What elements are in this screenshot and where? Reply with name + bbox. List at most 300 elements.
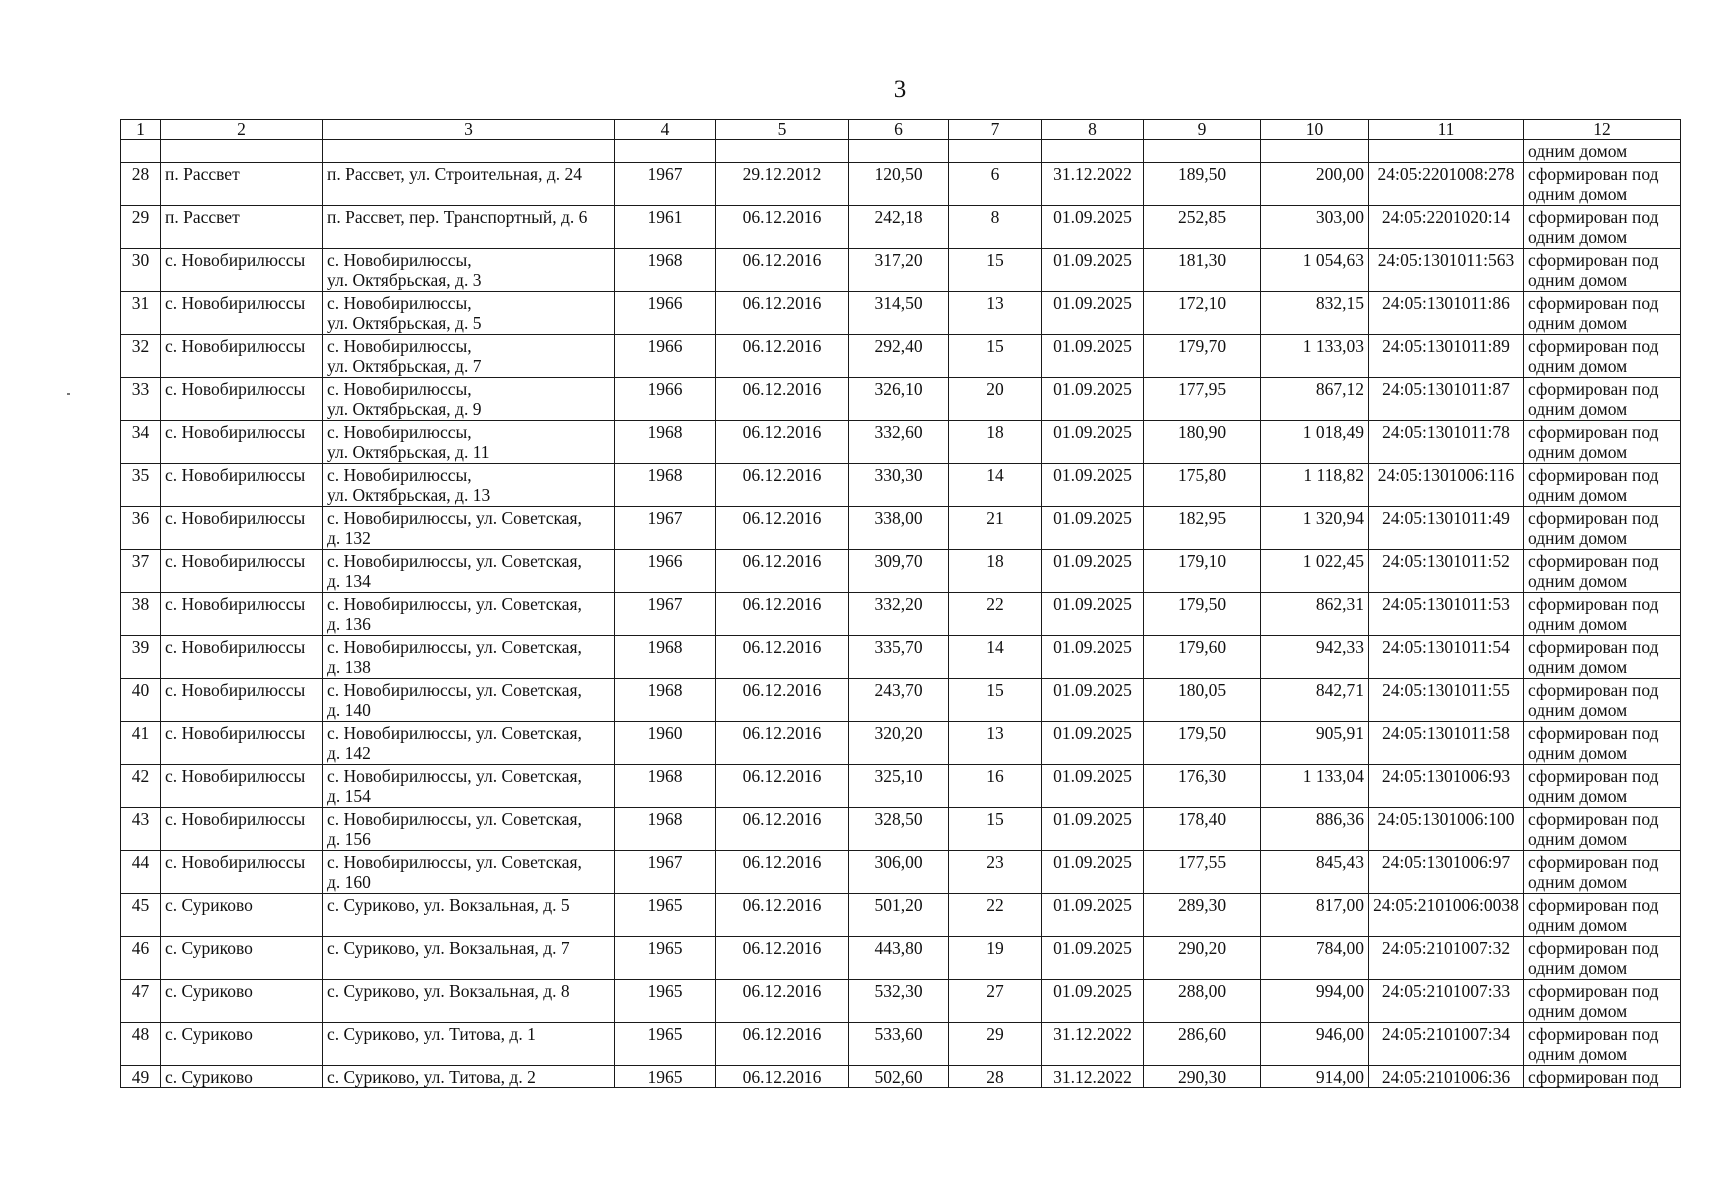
area-cell: 326,10	[849, 377, 949, 420]
address-line: ул. Октябрьская, д. 7	[327, 356, 482, 376]
deadline-cell: 01.09.2025	[1042, 592, 1144, 635]
status-cell	[1524, 463, 1681, 506]
status-line: одним домом	[1528, 485, 1628, 505]
address-line: с. Суриково, ул. Вокзальная, д. 8	[327, 980, 570, 1001]
cadastral-number-cell: 24:05:1301011:78	[1369, 420, 1524, 463]
table-row	[121, 248, 1681, 291]
address-cell	[323, 893, 615, 936]
column-10-cell: 1 133,03	[1261, 334, 1369, 377]
column-number: 4	[615, 120, 716, 140]
status-line: одним домом	[1528, 227, 1628, 247]
year-cell: 1968	[615, 764, 716, 807]
row-number: 33	[121, 377, 161, 420]
status-cell	[1524, 1022, 1681, 1065]
address-cell	[323, 248, 615, 291]
count-cell: 23	[949, 850, 1042, 893]
column-10-cell: 200,00	[1261, 162, 1369, 205]
deadline-cell: 01.09.2025	[1042, 850, 1144, 893]
settlement-cell: с. Новобирилюссы	[161, 377, 323, 420]
status-line: сформирован под	[1528, 851, 1659, 872]
status-line: сформирован под	[1528, 593, 1659, 614]
status-line: одним домом	[1528, 356, 1628, 376]
cadastral-number-cell: 24:05:1301011:563	[1369, 248, 1524, 291]
column-10-cell: 303,00	[1261, 205, 1369, 248]
cadastral-number-cell: 24:05:1301011:55	[1369, 678, 1524, 721]
cadastral-number-cell: 24:05:2101007:32	[1369, 936, 1524, 979]
address-cell	[323, 850, 615, 893]
column-10-cell: 1 320,94	[1261, 506, 1369, 549]
year-cell: 1966	[615, 291, 716, 334]
year-cell: 1961	[615, 205, 716, 248]
table-row	[121, 721, 1681, 764]
column-9-cell: 172,10	[1144, 291, 1261, 334]
status-line: сформирован под	[1528, 808, 1659, 829]
column-number-row	[121, 120, 1681, 140]
status-line: одним домом	[1528, 442, 1628, 462]
count-cell: 15	[949, 334, 1042, 377]
cadastral-number-cell: 24:05:1301011:89	[1369, 334, 1524, 377]
status-line: сформирован под	[1528, 937, 1659, 958]
count-cell: 18	[949, 420, 1042, 463]
column-10-cell: 1 018,49	[1261, 420, 1369, 463]
deadline-cell: 01.09.2025	[1042, 549, 1144, 592]
column-10-cell: 905,91	[1261, 721, 1369, 764]
year-cell: 1968	[615, 807, 716, 850]
register-table	[120, 119, 1681, 1088]
year-cell: 1965	[615, 1022, 716, 1065]
column-10-cell: 994,00	[1261, 979, 1369, 1022]
date-cell: 06.12.2016	[716, 334, 849, 377]
column-9-cell: 179,70	[1144, 334, 1261, 377]
status-cell	[1524, 678, 1681, 721]
area-cell: 243,70	[849, 678, 949, 721]
table-body	[121, 120, 1681, 1088]
deadline-cell: 01.09.2025	[1042, 979, 1144, 1022]
address-line: с. Новобирилюссы,	[327, 378, 472, 399]
column-9-cell: 288,00	[1144, 979, 1261, 1022]
cadastral-number-cell: 24:05:1301011:52	[1369, 549, 1524, 592]
status-cell	[1524, 334, 1681, 377]
table-row	[121, 506, 1681, 549]
status-line: сформирован под	[1528, 765, 1659, 786]
cadastral-number-cell: 24:05:1301011:58	[1369, 721, 1524, 764]
cadastral-number-cell: 24:05:1301006:100	[1369, 807, 1524, 850]
date-cell: 06.12.2016	[716, 893, 849, 936]
column-9-cell: 286,60	[1144, 1022, 1261, 1065]
column-9-cell: 180,90	[1144, 420, 1261, 463]
status-line: сформирован под	[1528, 292, 1659, 313]
cadastral-number-cell: 24:05:1301011:87	[1369, 377, 1524, 420]
table-row	[121, 592, 1681, 635]
address-line: с. Новобирилюссы,	[327, 292, 472, 313]
area-cell: 292,40	[849, 334, 949, 377]
settlement-cell: с. Новобирилюссы	[161, 592, 323, 635]
cadastral-number-cell: 24:05:2101007:33	[1369, 979, 1524, 1022]
status-line: одним домом	[1528, 1001, 1628, 1021]
count-cell: 15	[949, 807, 1042, 850]
area-cell: 328,50	[849, 807, 949, 850]
table-row	[121, 463, 1681, 506]
area-cell: 532,30	[849, 979, 949, 1022]
column-number: 2	[161, 120, 323, 140]
column-number: 9	[1144, 120, 1261, 140]
status-line: одним домом	[1528, 184, 1628, 204]
status-line: сформирован под	[1528, 249, 1659, 270]
settlement-cell: с. Новобирилюссы	[161, 635, 323, 678]
status-cell	[1524, 377, 1681, 420]
status-cell	[1524, 506, 1681, 549]
page-number: 3	[893, 76, 907, 103]
count-cell: 15	[949, 678, 1042, 721]
settlement-cell: с. Новобирилюссы	[161, 678, 323, 721]
status-line: одним домом	[1528, 270, 1628, 290]
address-line: с. Новобирилюссы,	[327, 421, 472, 442]
column-9-cell: 290,20	[1144, 936, 1261, 979]
address-line: п. Рассвет, пер. Транспортный, д. 6	[327, 206, 588, 227]
area-cell: 338,00	[849, 506, 949, 549]
settlement-cell: с. Новобирилюссы	[161, 463, 323, 506]
deadline-cell: 31.12.2022	[1042, 162, 1144, 205]
address-line: д. 160	[327, 872, 371, 892]
column-9-cell: 179,60	[1144, 635, 1261, 678]
date-cell: 29.12.2012	[716, 162, 849, 205]
deadline-cell: 01.09.2025	[1042, 506, 1144, 549]
deadline-cell: 01.09.2025	[1042, 764, 1144, 807]
table-row	[121, 420, 1681, 463]
table-row	[121, 205, 1681, 248]
address-cell	[323, 807, 615, 850]
year-cell: 1967	[615, 506, 716, 549]
column-10-cell: 946,00	[1261, 1022, 1369, 1065]
count-cell: 14	[949, 635, 1042, 678]
cadastral-number-cell: 24:05:2201008:278	[1369, 162, 1524, 205]
status-line: сформирован под	[1528, 163, 1659, 184]
status-cell	[1524, 592, 1681, 635]
address-line: с. Новобирилюссы, ул. Советская,	[327, 808, 582, 829]
date-cell: 06.12.2016	[716, 291, 849, 334]
column-10-cell: 784,00	[1261, 936, 1369, 979]
address-cell	[323, 463, 615, 506]
cadastral-number-cell: 24:05:1301011:86	[1369, 291, 1524, 334]
deadline-cell: 01.09.2025	[1042, 377, 1144, 420]
table-row	[121, 979, 1681, 1022]
area-cell: 533,60	[849, 1022, 949, 1065]
address-line: п. Рассвет, ул. Строительная, д. 24	[327, 163, 583, 184]
table-row	[121, 936, 1681, 979]
table-row	[121, 807, 1681, 850]
area-cell: 325,10	[849, 764, 949, 807]
status-line: сформирован под	[1528, 1066, 1659, 1087]
column-9-cell: 182,95	[1144, 506, 1261, 549]
status-cell	[1524, 850, 1681, 893]
address-line: д. 142	[327, 743, 371, 763]
settlement-cell: с. Суриково	[161, 1065, 323, 1088]
column-10-cell: 862,31	[1261, 592, 1369, 635]
status-cell	[1524, 721, 1681, 764]
column-number: 11	[1369, 120, 1524, 140]
row-number: 37	[121, 549, 161, 592]
address-line: с. Новобирилюссы,	[327, 464, 472, 485]
address-cell	[323, 205, 615, 248]
status-cell	[1524, 893, 1681, 936]
area-cell: 309,70	[849, 549, 949, 592]
year-cell: 1968	[615, 678, 716, 721]
address-cell	[323, 678, 615, 721]
scan-speck	[67, 393, 70, 395]
status-line: сформирован под	[1528, 507, 1659, 528]
area-cell: 314,50	[849, 291, 949, 334]
cadastral-number-cell: 24:05:1301006:93	[1369, 764, 1524, 807]
column-9-cell: 289,30	[1144, 893, 1261, 936]
area-cell: 332,60	[849, 420, 949, 463]
address-cell	[323, 936, 615, 979]
row-number: 34	[121, 420, 161, 463]
address-line: с. Новобирилюссы,	[327, 335, 472, 356]
row-number: 36	[121, 506, 161, 549]
cadastral-number-cell: 24:05:2101006:0038	[1369, 893, 1524, 936]
column-10-cell: 845,43	[1261, 850, 1369, 893]
address-cell	[323, 1065, 615, 1088]
year-cell: 1965	[615, 893, 716, 936]
deadline-cell: 01.09.2025	[1042, 893, 1144, 936]
address-line: ул. Октябрьская, д. 13	[327, 485, 491, 505]
count-cell: 13	[949, 721, 1042, 764]
area-cell: 242,18	[849, 205, 949, 248]
year-cell: 1968	[615, 248, 716, 291]
address-cell	[323, 549, 615, 592]
address-line: с. Новобирилюссы, ул. Советская,	[327, 507, 582, 528]
column-10-cell: 817,00	[1261, 893, 1369, 936]
status-cell	[1524, 291, 1681, 334]
address-line: д. 154	[327, 786, 371, 806]
deadline-cell: 01.09.2025	[1042, 936, 1144, 979]
status-line: сформирован под	[1528, 679, 1659, 700]
address-line: с. Новобирилюссы, ул. Советская,	[327, 851, 582, 872]
date-cell: 06.12.2016	[716, 549, 849, 592]
settlement-cell: с. Суриково	[161, 1022, 323, 1065]
status-line: одним домом	[1528, 872, 1628, 892]
year-cell: 1968	[615, 463, 716, 506]
deadline-cell: 31.12.2022	[1042, 1022, 1144, 1065]
row-number: 41	[121, 721, 161, 764]
column-number: 3	[323, 120, 615, 140]
date-cell: 06.12.2016	[716, 506, 849, 549]
deadline-cell: 01.09.2025	[1042, 721, 1144, 764]
year-cell: 1960	[615, 721, 716, 764]
address-line: с. Новобирилюссы, ул. Советская,	[327, 765, 582, 786]
address-line: с. Суриково, ул. Титова, д. 2	[327, 1066, 536, 1087]
address-cell	[323, 592, 615, 635]
address-line: с. Суриково, ул. Вокзальная, д. 5	[327, 894, 570, 915]
status-cell	[1524, 549, 1681, 592]
cadastral-number-cell: 24:05:2201020:14	[1369, 205, 1524, 248]
settlement-cell: с. Новобирилюссы	[161, 291, 323, 334]
cadastral-number-cell: 24:05:1301011:49	[1369, 506, 1524, 549]
column-10-cell: 886,36	[1261, 807, 1369, 850]
settlement-cell: с. Новобирилюссы	[161, 549, 323, 592]
count-cell: 6	[949, 162, 1042, 205]
date-cell: 06.12.2016	[716, 248, 849, 291]
count-cell: 29	[949, 1022, 1042, 1065]
column-9-cell: 177,95	[1144, 377, 1261, 420]
date-cell: 06.12.2016	[716, 1065, 849, 1088]
year-cell: 1967	[615, 592, 716, 635]
row-number: 28	[121, 162, 161, 205]
row-number: 42	[121, 764, 161, 807]
count-cell: 22	[949, 893, 1042, 936]
column-10-cell: 914,00	[1261, 1065, 1369, 1088]
settlement-cell: п. Рассвет	[161, 205, 323, 248]
column-number: 8	[1042, 120, 1144, 140]
column-9-cell: 175,80	[1144, 463, 1261, 506]
column-number: 12	[1524, 120, 1681, 140]
area-cell: 120,50	[849, 162, 949, 205]
column-9-cell: 290,30	[1144, 1065, 1261, 1088]
table-row	[121, 162, 1681, 205]
year-cell: 1966	[615, 549, 716, 592]
address-line: д. 134	[327, 571, 371, 591]
column-10-cell: 1 054,63	[1261, 248, 1369, 291]
settlement-cell: с. Новобирилюссы	[161, 248, 323, 291]
column-number: 6	[849, 120, 949, 140]
address-cell	[323, 764, 615, 807]
address-cell	[323, 506, 615, 549]
status-cell	[1524, 420, 1681, 463]
status-cell	[1524, 248, 1681, 291]
column-number: 7	[949, 120, 1042, 140]
cadastral-number-cell: 24:05:1301011:54	[1369, 635, 1524, 678]
settlement-cell: с. Новобирилюссы	[161, 850, 323, 893]
settlement-cell: п. Рассвет	[161, 162, 323, 205]
status-line: сформирован под	[1528, 980, 1659, 1001]
status-line: одним домом	[1528, 786, 1628, 806]
year-cell: 1965	[615, 979, 716, 1022]
status-cell	[1524, 1065, 1681, 1088]
address-line: ул. Октябрьская, д. 9	[327, 399, 482, 419]
address-cell	[323, 420, 615, 463]
count-cell: 8	[949, 205, 1042, 248]
status-line: одним домом	[1528, 313, 1628, 333]
column-10-cell: 842,71	[1261, 678, 1369, 721]
status-cell	[1524, 807, 1681, 850]
status-line: одним домом	[1528, 1044, 1628, 1064]
address-line: д. 140	[327, 700, 371, 720]
address-line: с. Новобирилюссы, ул. Советская,	[327, 593, 582, 614]
column-10-cell: 1 118,82	[1261, 463, 1369, 506]
address-cell	[323, 377, 615, 420]
status-line: одним домом	[1528, 915, 1628, 935]
year-cell: 1968	[615, 635, 716, 678]
address-line: д. 156	[327, 829, 371, 849]
address-line: с. Новобирилюссы, ул. Советская,	[327, 722, 582, 743]
deadline-cell: 01.09.2025	[1042, 205, 1144, 248]
status-line: одним домом	[1528, 958, 1628, 978]
settlement-cell: с. Новобирилюссы	[161, 506, 323, 549]
status-line: одним домом	[1528, 829, 1628, 849]
date-cell: 06.12.2016	[716, 764, 849, 807]
area-cell: 330,30	[849, 463, 949, 506]
status-line: сформирован под	[1528, 464, 1659, 485]
area-cell: 317,20	[849, 248, 949, 291]
table-row	[121, 678, 1681, 721]
count-cell: 13	[949, 291, 1042, 334]
status-line: одним домом	[1528, 399, 1628, 419]
status-line: сформирован под	[1528, 335, 1659, 356]
count-cell: 18	[949, 549, 1042, 592]
date-cell: 06.12.2016	[716, 850, 849, 893]
address-cell	[323, 334, 615, 377]
date-cell: 06.12.2016	[716, 807, 849, 850]
status-cell	[1524, 979, 1681, 1022]
address-line: ул. Октябрьская, д. 5	[327, 313, 482, 333]
settlement-cell: с. Новобирилюссы	[161, 807, 323, 850]
settlement-cell: с. Суриково	[161, 979, 323, 1022]
cadastral-number-cell: 24:05:2101006:36	[1369, 1065, 1524, 1088]
row-number: 49	[121, 1065, 161, 1088]
deadline-cell: 01.09.2025	[1042, 291, 1144, 334]
table-row	[121, 850, 1681, 893]
deadline-cell: 01.09.2025	[1042, 420, 1144, 463]
column-9-cell: 179,50	[1144, 721, 1261, 764]
deadline-cell: 01.09.2025	[1042, 463, 1144, 506]
carry-over-row	[121, 140, 1681, 163]
row-number: 44	[121, 850, 161, 893]
column-10-cell: 942,33	[1261, 635, 1369, 678]
row-number: 48	[121, 1022, 161, 1065]
count-cell: 20	[949, 377, 1042, 420]
count-cell: 16	[949, 764, 1042, 807]
date-cell: 06.12.2016	[716, 420, 849, 463]
area-cell: 335,70	[849, 635, 949, 678]
row-number: 43	[121, 807, 161, 850]
status-line: одним домом	[1528, 528, 1628, 548]
table-row	[121, 1022, 1681, 1065]
column-10-cell: 1 022,45	[1261, 549, 1369, 592]
row-number: 40	[121, 678, 161, 721]
status-line: сформирован под	[1528, 421, 1659, 442]
status-line: сформирован под	[1528, 636, 1659, 657]
date-cell: 06.12.2016	[716, 936, 849, 979]
year-cell: 1967	[615, 850, 716, 893]
cadastral-number-cell: 24:05:1301006:116	[1369, 463, 1524, 506]
year-cell: 1967	[615, 162, 716, 205]
row-number: 38	[121, 592, 161, 635]
table-row	[121, 377, 1681, 420]
date-cell: 06.12.2016	[716, 678, 849, 721]
date-cell: 06.12.2016	[716, 635, 849, 678]
status-line: сформирован под	[1528, 206, 1659, 227]
address-line: д. 136	[327, 614, 371, 634]
address-line: д. 132	[327, 528, 371, 548]
address-line: ул. Октябрьская, д. 11	[327, 442, 490, 462]
count-cell: 28	[949, 1065, 1042, 1088]
count-cell: 19	[949, 936, 1042, 979]
status-line: одним домом	[1528, 657, 1628, 677]
date-cell: 06.12.2016	[716, 463, 849, 506]
table-row	[121, 635, 1681, 678]
table-row	[121, 1065, 1681, 1088]
column-9-cell: 252,85	[1144, 205, 1261, 248]
row-number: 30	[121, 248, 161, 291]
date-cell: 06.12.2016	[716, 721, 849, 764]
area-cell: 501,20	[849, 893, 949, 936]
year-cell: 1965	[615, 1065, 716, 1088]
status-line: одним домом	[1528, 700, 1628, 720]
column-9-cell: 176,30	[1144, 764, 1261, 807]
row-number: 29	[121, 205, 161, 248]
settlement-cell: с. Новобирилюссы	[161, 334, 323, 377]
address-cell	[323, 291, 615, 334]
